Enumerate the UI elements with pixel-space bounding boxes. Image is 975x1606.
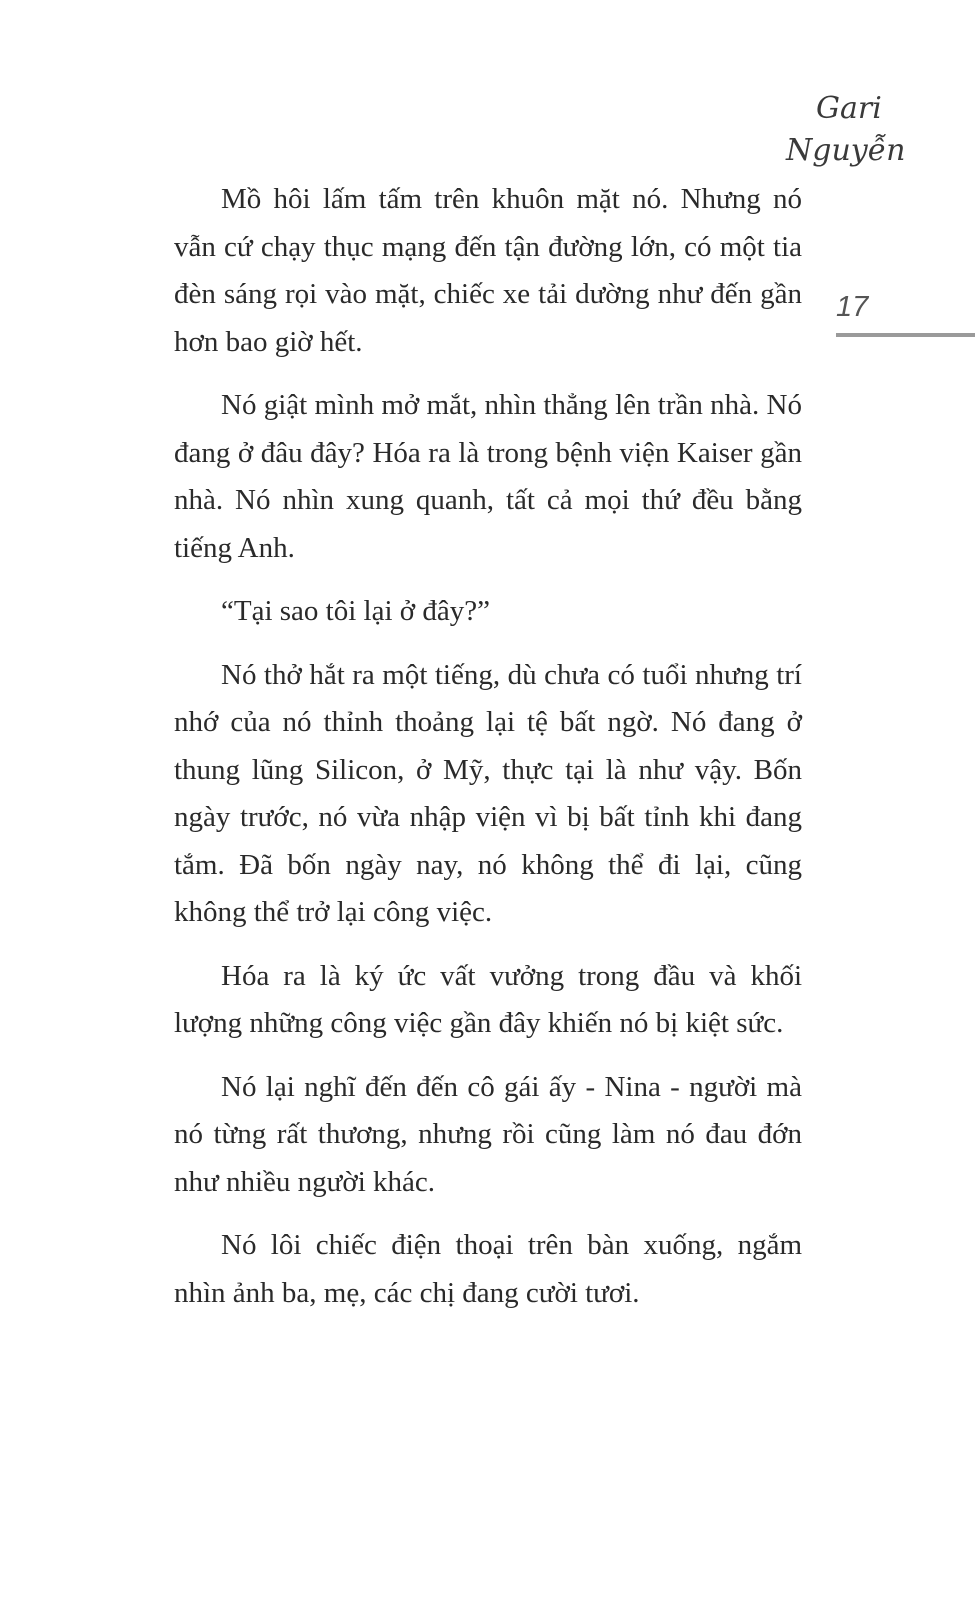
paragraph: Nó lại nghĩ đến đến cô gái ấy - Nina - người mà nó từng rất thương, nhưng rồi cũng làm nó đau đớn như nhiều người khác. bbox=[174, 1070, 802, 1198]
paragraph: “Tại sao tôi lại ở đây?” bbox=[221, 595, 490, 627]
page-number-rule bbox=[836, 333, 975, 337]
paragraph: Nó lôi chiếc điện thoại trên bàn xuống, ngắm nhìn ảnh ba, mẹ, các chị đang cười tươi. bbox=[174, 1229, 802, 1309]
author-last-name: Nguyễn bbox=[786, 133, 906, 168]
paragraph: Nó giật mình mở mắt, nhìn thẳng lên trần nhà. Nó đang ở đâu đây? Hóa ra là trong bệnh viện Kaiser gần nhà. Nó nhìn xung quanh, tất cả mọi thứ đều bằng tiếng Anh. bbox=[174, 389, 802, 564]
paragraph: Mồ hôi lấm tấm trên khuôn mặt nó. Nhưng nó vẫn cứ chạy thục mạng đến tận đường lớn, có một tia đèn sáng rọi vào mặt, chiếc xe tải dường như đến gần hơn bao giờ hết. bbox=[174, 183, 802, 358]
body-text bbox=[174, 176, 802, 1333]
page-number: 17 bbox=[836, 291, 869, 323]
author-first-name: Gari bbox=[816, 91, 882, 126]
paragraph: Nó thở hắt ra một tiếng, dù chưa có tuổi nhưng trí nhớ của nó thỉnh thoảng lại tệ bất ngờ. Nó đang ở thung lũng Silicon, ở Mỹ, thực tại là như vậy. Bốn ngày trước, nó vừa nhập viện vì bị bất tỉnh khi đang tắm. Đã bốn ngày nay, nó không thể đi lại, cũng không thể trở lại công việc. bbox=[174, 658, 802, 928]
paragraph: Hóa ra là ký ức vất vưởng trong đầu và khối lượng những công việc gần đây khiến nó bị kiệt sức. bbox=[174, 959, 802, 1039]
running-header-author bbox=[782, 88, 912, 172]
